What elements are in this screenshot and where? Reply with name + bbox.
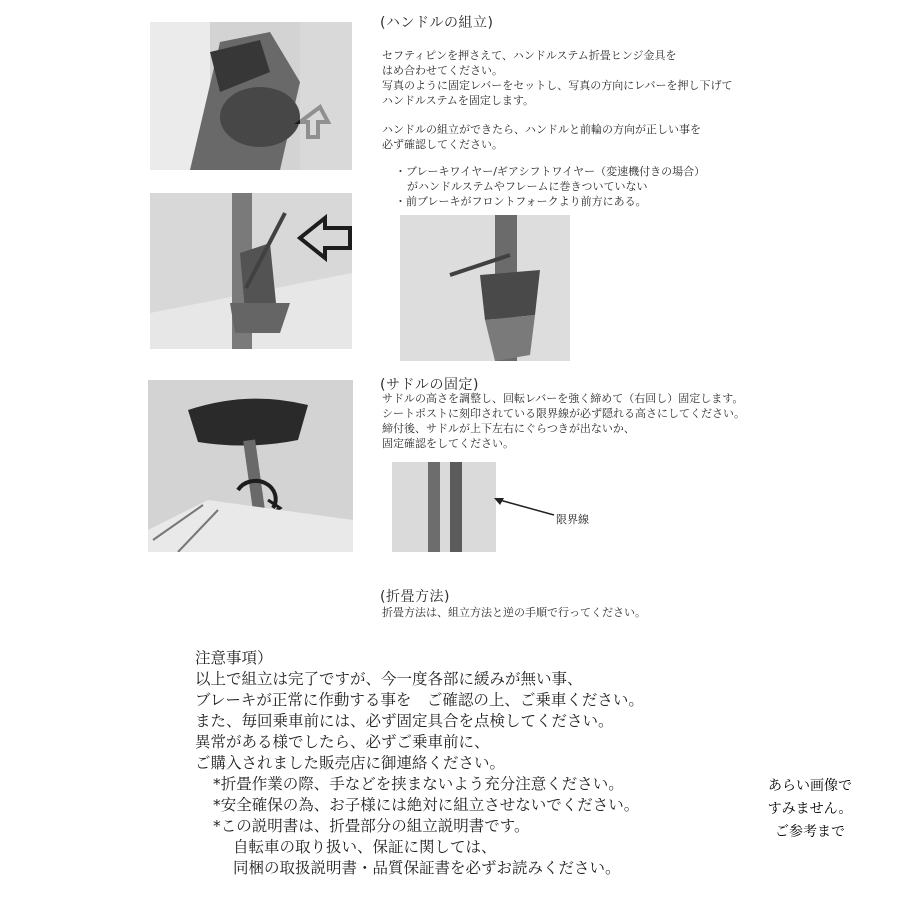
handle-line: 必ず確認してください。 [382, 138, 503, 151]
saddle-line: 締付後、サドルが上下左右にぐらつきが出ないか、 [382, 422, 635, 435]
photo-saddle [148, 380, 353, 552]
apology-note [755, 775, 865, 844]
notice-heading: 注意事項） [195, 649, 273, 667]
notice-line: ご購入されました販売店に御連絡ください。 [195, 754, 506, 772]
limit-line-arrow [488, 495, 558, 525]
photo-handle-hinge [150, 22, 352, 170]
apology-line: あらい画像で [768, 778, 852, 794]
check-item: ・前ブレーキがフロントフォークより前方にある。 [395, 195, 647, 208]
notice-line: ブレーキが正常に作動する事を ご確認の上、ご乗車ください。 [195, 691, 644, 709]
notice-bullet-sub: 同梱の取扱説明書・品質保証書を必ずお読みください。 [233, 859, 621, 877]
handle-instructions [382, 48, 732, 108]
notice-bullet: *この説明書は、折畳部分の組立説明書です。 [213, 817, 530, 835]
apology-line: すみません。 [767, 801, 853, 817]
handle-line: はめ合わせてください。 [382, 64, 503, 77]
saddle-line: 固定確認をしてください。 [382, 437, 514, 450]
notice-bullet: *安全確保の為、お子様には絶対に組立させないでください。 [213, 796, 640, 814]
notice-line: また、毎回乗車前には、必ず固定具合を点検してください。 [195, 712, 614, 730]
saddle-section-title: (サドルの固定) [380, 377, 479, 393]
saddle-instructions [382, 391, 745, 451]
photo-seatpost-limit [392, 462, 496, 552]
handle-line: ハンドルステムを固定します。 [382, 94, 535, 107]
photo-front-brake [400, 215, 570, 361]
handle-checklist [395, 164, 705, 209]
check-item: ・ブレーキワイヤー/ギアシフトワイヤー（変速機付きの場合） [395, 165, 706, 178]
apology-line: ご参考まで [775, 824, 845, 840]
saddle-line: シートポストに刻印されている限界線が必ず隠れる高さにしてください。 [382, 407, 745, 420]
handle-section-title: (ハンドルの組立) [380, 15, 494, 31]
notice-line: 以上で組立は完了ですが、今一度各部に緩みが無い事、 [195, 670, 583, 688]
saddle-line: サドルの高さを調整し、回転レバーを強く締めて（右回し）固定します。 [382, 392, 744, 405]
check-item: がハンドルステムやフレームに巻きついていない [407, 180, 648, 193]
notice-bullet: *折畳作業の際、手などを挟まないよう充分注意ください。 [213, 775, 624, 793]
notice-bullet-sub: 自転車の取り扱い、保証に関しては、 [233, 838, 497, 856]
handle-line: セフティピンを押さえて、ハンドルステム折畳ヒンジ金具を [382, 49, 677, 62]
notice-line: 異常がある様でしたら、必ずご乗車前に、 [195, 733, 490, 751]
limit-line-label: 限界線 [556, 513, 589, 526]
handle-line: ハンドルの組立ができたら、ハンドルと前輪の方向が正しい事を [382, 123, 701, 136]
handle-check-intro [382, 122, 701, 152]
photo-handle-lever [150, 193, 352, 349]
fold-instructions: 折畳方法は、組立方法と逆の手順で行ってください。 [382, 606, 646, 619]
notice-block [195, 648, 644, 879]
fold-section-title: (折畳方法) [380, 589, 450, 605]
handle-line: 写真のように固定レバーをセットし、写真の方向にレバーを押し下げて [382, 79, 733, 92]
